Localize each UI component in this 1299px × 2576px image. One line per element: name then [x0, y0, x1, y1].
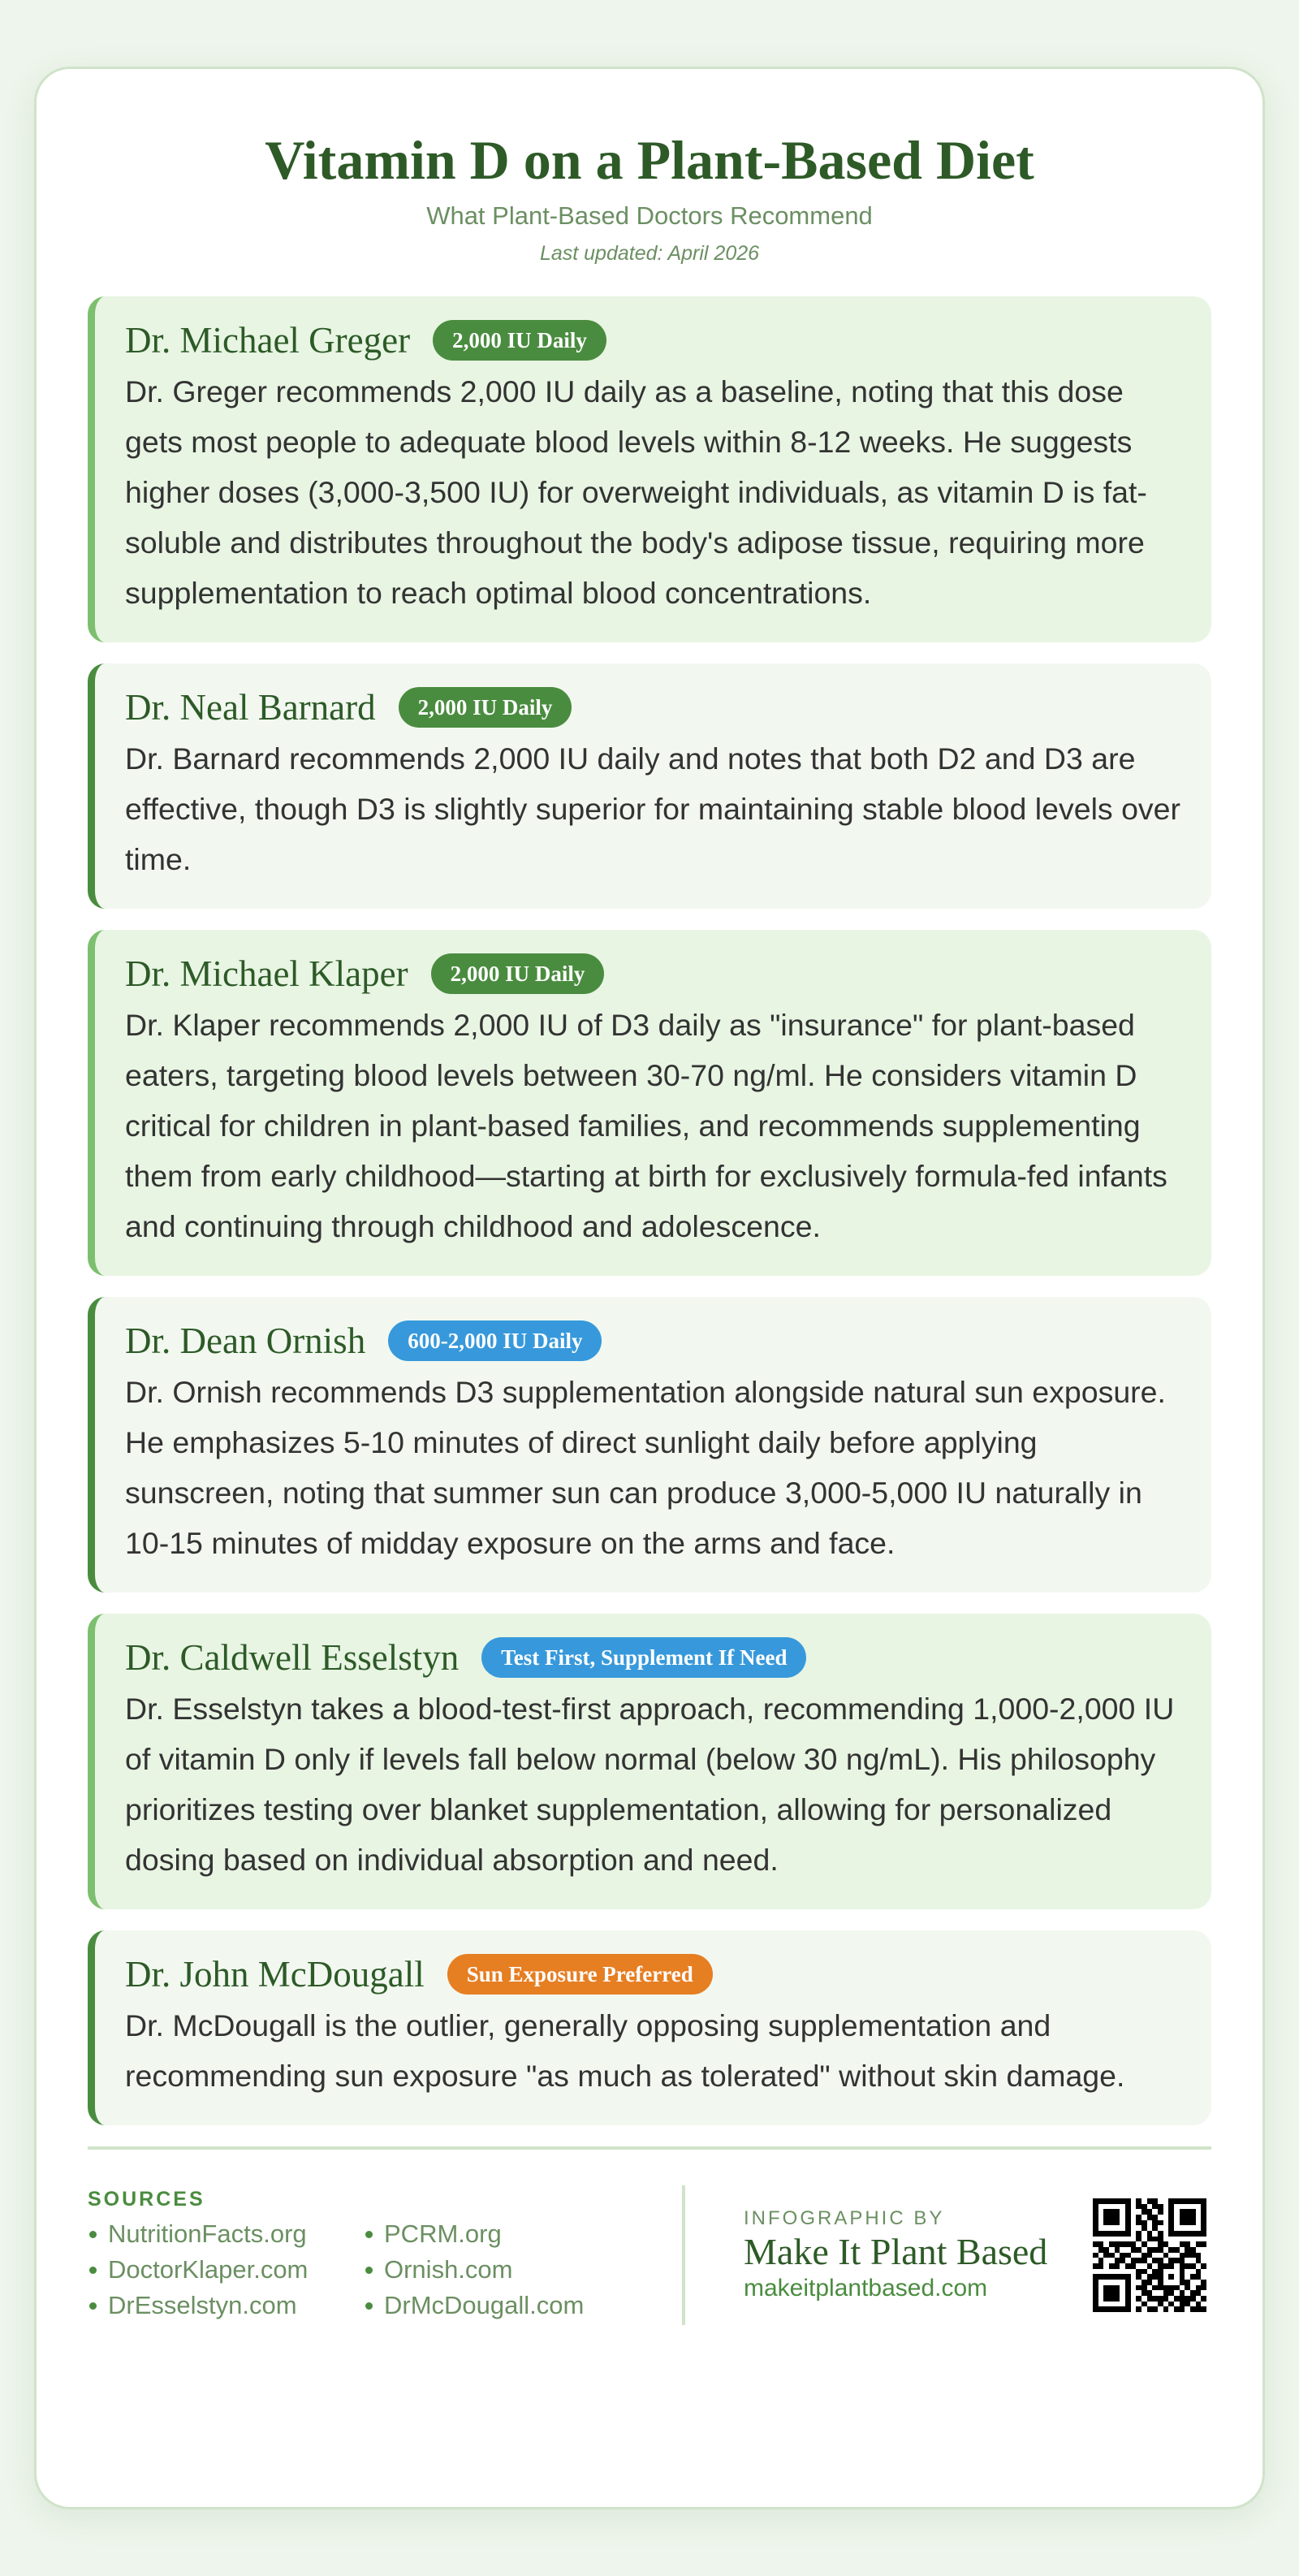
doctor-name: Dr. Dean Ornish [125, 1320, 366, 1361]
bullet-icon [365, 2267, 373, 2274]
dose-badge: 2,000 IU Daily [433, 320, 606, 361]
bullet-icon [365, 2231, 373, 2238]
doctor-name: Dr. Neal Barnard [125, 687, 376, 728]
header [88, 69, 1211, 266]
doctor-name: Dr. John McDougall [125, 1954, 425, 1995]
sources-heading: SOURCES [88, 2188, 205, 2211]
doctor-card-barnard [88, 663, 1211, 909]
doctor-description: Dr. Esselstyn takes a blood-test-first approach, recommending 1,000-2,000 IU of vitamin D only if levels fall below normal (below 30 ng/mL). His philosophy prioritizes testing over blanket supplementation, allowing for personalized dosing based on individual absorption and need. [125, 1692, 1175, 1877]
doctor-description: Dr. McDougall is the outlier, generally opposing supplementation and recommending sun exposure "as much as tolerated" without skin damage. [125, 2008, 1125, 2093]
source-label: Ornish.com [384, 2255, 513, 2284]
source-item [88, 2288, 364, 2323]
dose-badge: 2,000 IU Daily [431, 953, 605, 994]
footer-vertical-divider [682, 2185, 685, 2325]
dose-badge: 600-2,000 IU Daily [388, 1320, 602, 1361]
footer [88, 2185, 1211, 2325]
qr-code-icon [1093, 2198, 1206, 2312]
bullet-icon [365, 2302, 373, 2310]
source-item [88, 2252, 364, 2288]
doctor-card-ornish [88, 1297, 1211, 1593]
source-label: DoctorKlaper.com [108, 2255, 309, 2284]
doctor-description: Dr. Ornish recommends D3 supplementation alongside natural sun exposure. He emphasizes 5-10 minutes of direct sunlight daily before applying sunscreen, noting that summer sun can produce 3,000-5,000 IU naturally in 10-15 minutes of midday exposure on the arms and face. [125, 1375, 1166, 1560]
sources-section [88, 2187, 682, 2323]
bullet-icon [89, 2231, 97, 2238]
doctor-card-mcdougall [88, 1930, 1211, 2125]
source-item [364, 2288, 640, 2323]
footer-divider [88, 2146, 1211, 2150]
source-label: DrMcDougall.com [384, 2291, 585, 2319]
bullet-icon [89, 2302, 97, 2310]
source-label: PCRM.org [384, 2219, 502, 2248]
page-subtitle: What Plant-Based Doctors Recommend [426, 201, 873, 230]
doctor-name: Dr. Michael Klaper [125, 953, 408, 994]
last-updated: Last updated: April 2026 [539, 242, 760, 265]
dose-badge: Sun Exposure Preferred [447, 1954, 713, 1995]
doctor-description: Dr. Klaper recommends 2,000 IU of D3 daily as "insurance" for plant-based eaters, targeting blood levels between 30-70 ng/ml. He considers vitamin D critical for children in plant-based families, and recommends supplementing them from early childhood—starting at birth for exclusively formula-fed infants and continuing through childhood and adolescence. [125, 1008, 1167, 1243]
doctor-description: Dr. Greger recommends 2,000 IU daily as a baseline, noting that this dose gets most people to adequate blood levels within 8-12 weeks. He suggests higher doses (3,000-3,500 IU) for overweight individuals, as vitamin D is fat-soluble and distributes throughout the body's adipose tissue, requiring more supplementation to reach optimal blood concentrations. [125, 374, 1147, 610]
doctor-name: Dr. Michael Greger [125, 320, 411, 361]
bullet-icon [89, 2267, 97, 2274]
brand-url: makeitplantbased.com [744, 2275, 988, 2302]
source-label: DrEsselstyn.com [108, 2291, 297, 2319]
dose-badge: 2,000 IU Daily [399, 687, 572, 728]
source-item [364, 2252, 640, 2288]
doctor-description: Dr. Barnard recommends 2,000 IU daily and notes that both D2 and D3 are effective, though D3 is slightly superior for maintaining stable blood levels over time. [125, 741, 1181, 876]
doctor-card-esselstyn [88, 1614, 1211, 1909]
infographic-card [34, 67, 1265, 2509]
source-item [364, 2216, 640, 2252]
source-label: NutritionFacts.org [108, 2219, 307, 2248]
brand-name: Make It Plant Based [744, 2231, 1048, 2272]
doctor-card-klaper [88, 930, 1211, 1276]
source-item [88, 2216, 364, 2252]
doctor-name: Dr. Caldwell Esselstyn [125, 1637, 460, 1678]
dose-badge: Test First, Supplement If Need [481, 1637, 806, 1678]
credit-label: INFOGRAPHIC BY [744, 2207, 945, 2229]
doctor-card-greger [88, 296, 1211, 642]
page-title: Vitamin D on a Plant-Based Diet [265, 129, 1034, 191]
credit-section [744, 2207, 1093, 2303]
sources-list [88, 2216, 682, 2323]
doctor-list [88, 296, 1211, 2125]
